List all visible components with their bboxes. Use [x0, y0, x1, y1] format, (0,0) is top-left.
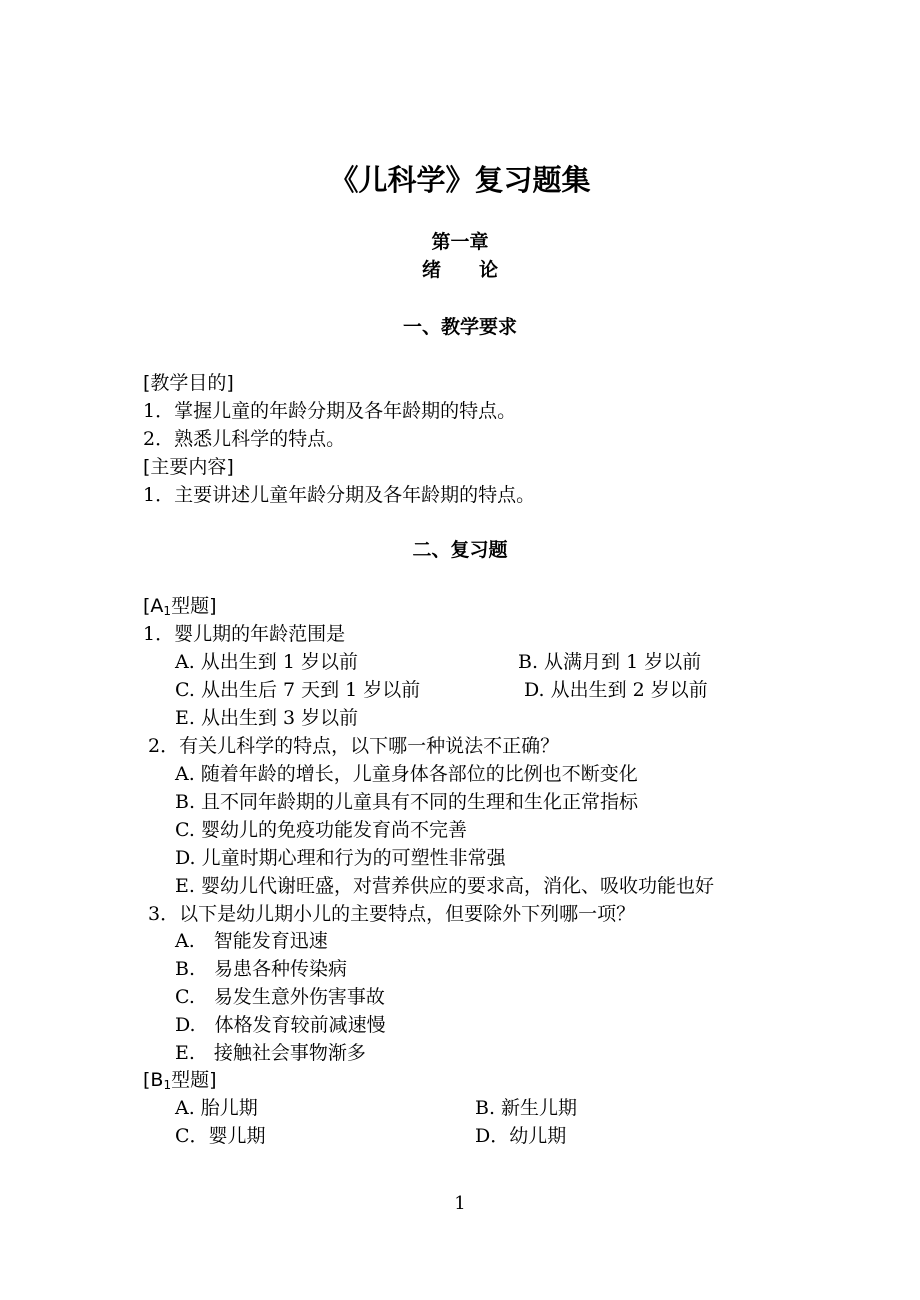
- question-2-stem: 2．有关儿科学的特点，以下哪一种说法不正确？: [148, 735, 560, 757]
- goal-item: 2．熟悉儿科学的特点。: [143, 428, 346, 450]
- main-content-label: [主要内容]: [143, 456, 234, 478]
- b1-label-pre: [B: [143, 1069, 164, 1091]
- question-1-option-c: C. 从出生后 7 天到 1 岁以前: [175, 679, 421, 701]
- question-3-option-b: B. 易患各种传染病: [175, 958, 348, 980]
- question-1-option-a: A. 从出生到 1 岁以前: [175, 651, 358, 673]
- a1-label-post: 型题]: [171, 595, 217, 617]
- chapter-number: 第一章: [431, 231, 489, 253]
- b1-option-d: D．幼儿期: [475, 1125, 567, 1147]
- question-2-option-a: A. 随着年龄的增长，儿童身体各部位的比例也不断变化: [175, 763, 638, 785]
- goal-item: 1．掌握儿童的年龄分期及各年龄期的特点。: [143, 400, 517, 422]
- question-3-option-c: C. 易发生意外伤害事故: [175, 986, 385, 1008]
- a1-question-type-label: [143, 592, 216, 620]
- section-heading-requirements: 一、教学要求: [402, 316, 517, 338]
- page-number: 1: [454, 1193, 466, 1214]
- document-title: 《儿科学》复习题集: [329, 163, 591, 197]
- b1-option-c: C．婴儿期: [175, 1125, 266, 1147]
- question-1-option-d: D. 从出生到 2 岁以前: [524, 679, 708, 701]
- question-3-option-d: D. 体格发育较前减速慢: [175, 1014, 386, 1036]
- section-heading-review: 二、复习题: [412, 539, 508, 561]
- chapter-title: 绪 论: [421, 259, 498, 281]
- teaching-goal-label: [教学目的]: [143, 372, 234, 394]
- question-3-option-e: E. 接触社会事物渐多: [175, 1042, 366, 1064]
- a1-label-sub: 1: [163, 604, 172, 618]
- b1-label-sub: 1: [163, 1078, 172, 1092]
- question-2-option-e: E. 婴幼儿代谢旺盛，对营养供应的要求高，消化、吸收功能也好: [175, 875, 714, 897]
- question-1-option-e: E. 从出生到 3 岁以前: [175, 707, 359, 729]
- question-2-option-d: D. 儿童时期心理和行为的可塑性非常强: [175, 847, 506, 869]
- question-3-option-a: A. 智能发育迅速: [175, 930, 328, 952]
- question-2-option-b: B. 且不同年龄期的儿童具有不同的生理和生化正常指标: [175, 791, 639, 813]
- question-3-stem: 3．以下是幼儿期小儿的主要特点，但要除外下列哪一项？: [148, 903, 636, 925]
- b1-question-type-label: [143, 1066, 217, 1094]
- a1-label-pre: [A: [143, 595, 164, 617]
- b1-option-b: B. 新生儿期: [475, 1097, 578, 1119]
- b1-label-post: 型题]: [171, 1069, 217, 1091]
- question-1-stem: 1．婴儿期的年龄范围是: [143, 623, 346, 645]
- b1-option-a: A. 胎儿期: [175, 1097, 258, 1119]
- question-2-option-c: C. 婴幼儿的免疫功能发育尚不完善: [175, 819, 467, 841]
- content-item: 1．主要讲述儿童年龄分期及各年龄期的特点。: [143, 484, 536, 506]
- question-1-option-b: B. 从满月到 1 岁以前: [518, 651, 702, 673]
